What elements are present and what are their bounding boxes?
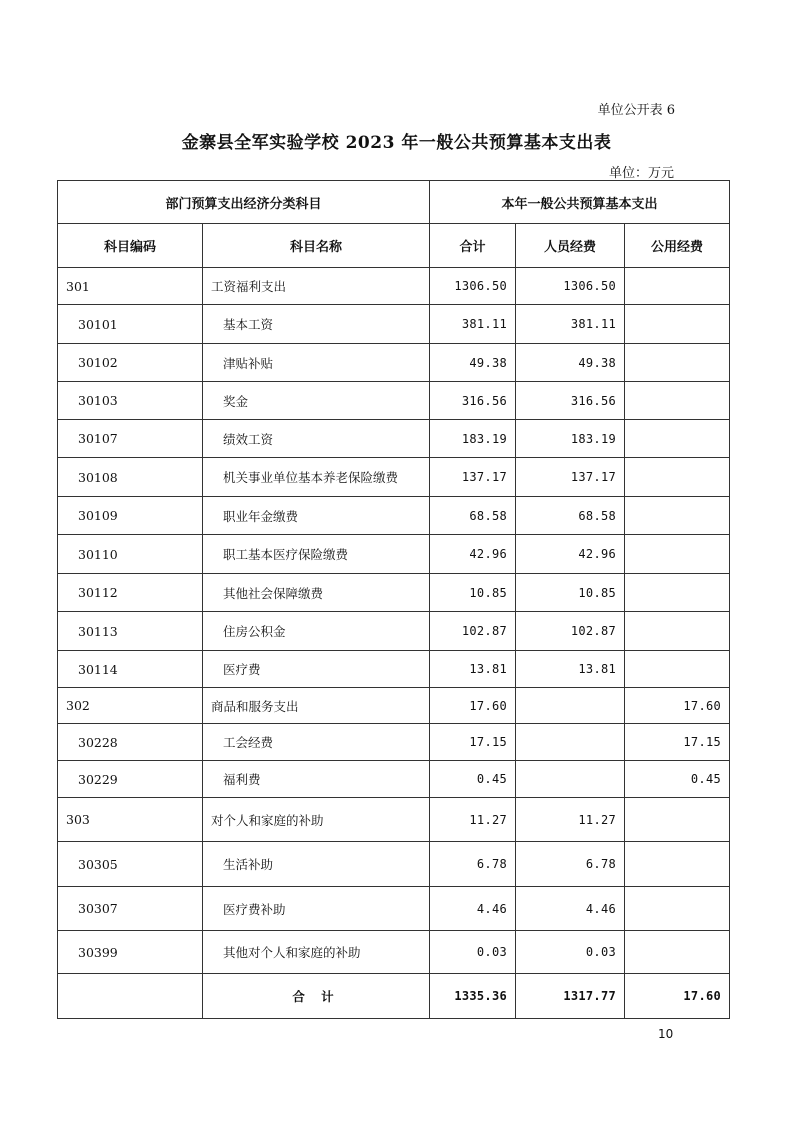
- row-personnel: [516, 761, 625, 798]
- table-row: [58, 535, 730, 574]
- table-row: [58, 574, 730, 612]
- row-public: [625, 842, 730, 887]
- row-personnel: 102.87: [516, 612, 625, 651]
- row-code: 30107: [58, 420, 203, 458]
- table-row: [58, 887, 730, 931]
- row-code: 30307: [58, 887, 203, 931]
- row-code: 30305: [58, 842, 203, 887]
- row-public: [625, 574, 730, 612]
- table-label: 单位公开表 6: [597, 103, 675, 118]
- row-code: 30108: [58, 458, 203, 497]
- row-personnel: [516, 688, 625, 724]
- row-name: 基本工资: [203, 305, 430, 344]
- row-public: [625, 305, 730, 344]
- table-body: [58, 268, 730, 1019]
- row-total: 10.85: [430, 574, 516, 612]
- row-code: 30101: [58, 305, 203, 344]
- row-name: 工会经费: [203, 724, 430, 761]
- row-total: 49.38: [430, 344, 516, 382]
- row-code: 30110: [58, 535, 203, 574]
- row-name: 医疗费: [203, 651, 430, 688]
- row-public: [625, 458, 730, 497]
- budget-table: [57, 180, 730, 1019]
- column-header-total: 合计: [430, 224, 516, 268]
- row-code: 30109: [58, 497, 203, 535]
- row-personnel: 4.46: [516, 887, 625, 931]
- row-personnel: 6.78: [516, 842, 625, 887]
- row-name: 职工基本医疗保险缴费: [203, 535, 430, 574]
- table-row: [58, 842, 730, 887]
- row-public: 17.60: [625, 688, 730, 724]
- row-personnel: 10.85: [516, 574, 625, 612]
- row-name: 工资福利支出: [203, 268, 430, 305]
- row-personnel: 13.81: [516, 651, 625, 688]
- row-personnel: 49.38: [516, 344, 625, 382]
- table-row: [58, 382, 730, 420]
- row-personnel: 1306.50: [516, 268, 625, 305]
- row-name: 绩效工资: [203, 420, 430, 458]
- table-row: [58, 688, 730, 724]
- row-name: 机关事业单位基本养老保险缴费: [203, 458, 430, 497]
- row-personnel: 11.27: [516, 798, 625, 842]
- row-public: [625, 344, 730, 382]
- row-personnel: 316.56: [516, 382, 625, 420]
- total-row-label: 合 计: [203, 974, 430, 1019]
- row-public: [625, 798, 730, 842]
- row-personnel: 183.19: [516, 420, 625, 458]
- row-name: 津贴补贴: [203, 344, 430, 382]
- row-name: 奖金: [203, 382, 430, 420]
- row-total: 0.45: [430, 761, 516, 798]
- page-title: 金寨县全军实验学校 2023 年一般公共预算基本支出表: [181, 133, 612, 153]
- row-public: [625, 268, 730, 305]
- row-public: [625, 382, 730, 420]
- total-row: [58, 974, 730, 1019]
- unit-label: 单位：万元: [608, 166, 674, 181]
- row-total: 68.58: [430, 497, 516, 535]
- table-row: [58, 268, 730, 305]
- row-code: 30113: [58, 612, 203, 651]
- table-row: [58, 344, 730, 382]
- row-code: 301: [58, 268, 203, 305]
- row-public: [625, 535, 730, 574]
- total-row-public: 17.60: [625, 974, 730, 1019]
- row-personnel: 137.17: [516, 458, 625, 497]
- row-total: 183.19: [430, 420, 516, 458]
- row-name: 其他对个人和家庭的补助: [203, 931, 430, 974]
- row-code: 30103: [58, 382, 203, 420]
- row-code: 30399: [58, 931, 203, 974]
- table-row: [58, 651, 730, 688]
- table-row: [58, 420, 730, 458]
- row-total: 316.56: [430, 382, 516, 420]
- table-row: [58, 798, 730, 842]
- row-public: [625, 612, 730, 651]
- row-public: 0.45: [625, 761, 730, 798]
- row-total: 17.60: [430, 688, 516, 724]
- row-total: 381.11: [430, 305, 516, 344]
- row-total: 6.78: [430, 842, 516, 887]
- row-public: [625, 887, 730, 931]
- total-row-blank: [58, 974, 203, 1019]
- column-header-code: 科目编码: [58, 224, 203, 268]
- row-total: 13.81: [430, 651, 516, 688]
- row-personnel: 0.03: [516, 931, 625, 974]
- group-header-right: 本年一般公共预算基本支出: [430, 181, 730, 224]
- table-row: [58, 458, 730, 497]
- row-code: 303: [58, 798, 203, 842]
- row-total: 1306.50: [430, 268, 516, 305]
- row-total: 0.03: [430, 931, 516, 974]
- row-name: 商品和服务支出: [203, 688, 430, 724]
- row-public: 17.15: [625, 724, 730, 761]
- row-total: 42.96: [430, 535, 516, 574]
- row-name: 生活补助: [203, 842, 430, 887]
- row-code: 30228: [58, 724, 203, 761]
- table-row: [58, 612, 730, 651]
- row-code: 30229: [58, 761, 203, 798]
- row-personnel: 381.11: [516, 305, 625, 344]
- row-total: 17.15: [430, 724, 516, 761]
- table-row: [58, 931, 730, 974]
- row-name: 住房公积金: [203, 612, 430, 651]
- group-header-left: 部门预算支出经济分类科目: [58, 181, 430, 224]
- row-code: 30114: [58, 651, 203, 688]
- row-total: 137.17: [430, 458, 516, 497]
- row-public: [625, 931, 730, 974]
- row-public: [625, 420, 730, 458]
- row-personnel: [516, 724, 625, 761]
- table-row: [58, 305, 730, 344]
- column-header-personnel: 人员经费: [516, 224, 625, 268]
- group-header-row: [58, 181, 730, 224]
- row-name: 其他社会保障缴费: [203, 574, 430, 612]
- row-public: [625, 497, 730, 535]
- column-header-public: 公用经费: [625, 224, 730, 268]
- row-code: 30112: [58, 574, 203, 612]
- row-total: 4.46: [430, 887, 516, 931]
- row-personnel: 42.96: [516, 535, 625, 574]
- row-personnel: 68.58: [516, 497, 625, 535]
- total-row-personnel: 1317.77: [516, 974, 625, 1019]
- row-code: 302: [58, 688, 203, 724]
- row-name: 对个人和家庭的补助: [203, 798, 430, 842]
- total-row-total: 1335.36: [430, 974, 516, 1019]
- row-name: 福利费: [203, 761, 430, 798]
- row-total: 102.87: [430, 612, 516, 651]
- table-row: [58, 761, 730, 798]
- row-total: 11.27: [430, 798, 516, 842]
- table-row: [58, 497, 730, 535]
- row-public: [625, 651, 730, 688]
- page-number: 10: [658, 1027, 674, 1041]
- row-name: 医疗费补助: [203, 887, 430, 931]
- row-code: 30102: [58, 344, 203, 382]
- table-row: [58, 724, 730, 761]
- column-header-name: 科目名称: [203, 224, 430, 268]
- column-header-row: [58, 224, 730, 268]
- row-name: 职业年金缴费: [203, 497, 430, 535]
